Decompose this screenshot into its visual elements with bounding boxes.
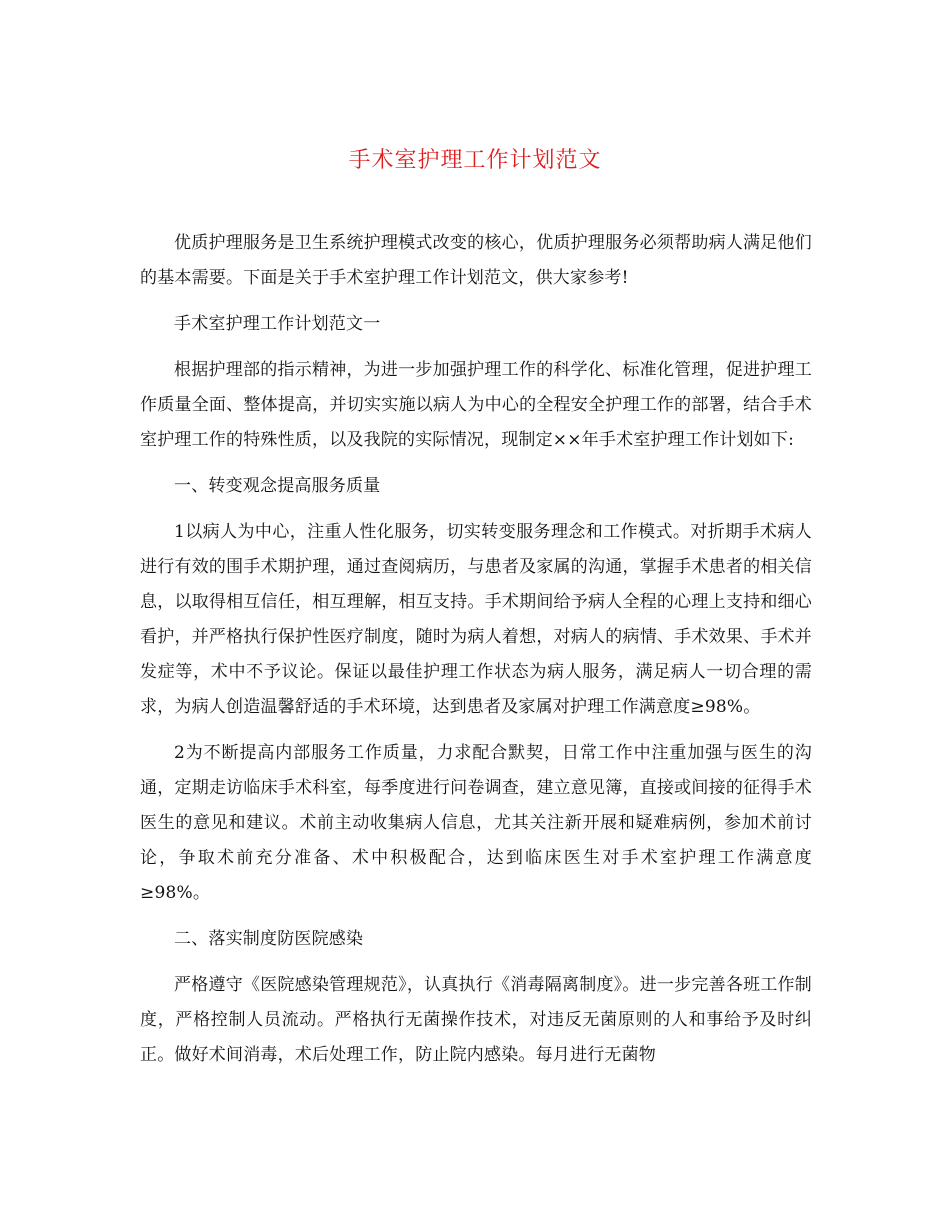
- section-heading-sample-one: 手术室护理工作计划范文一: [174, 314, 381, 334]
- section-heading-one: 一、转变观念提高服务质量: [174, 476, 381, 496]
- body-paragraph: 根据护理部的指示精神，为进一步加强护理工作的科学化、标准化管理，促进护理工作质量全面、整体提高，并切实实施以病人为中心的全程安全护理工作的部署，结合手术室护理工作的特殊性质，以及我院的实际情况，现制定××年手术室护理工作计划如下:: [140, 360, 812, 450]
- body-paragraph: 2为不断提高内部服务工作质量，力求配合默契，日常工作中注重加强与医生的沟通，定期走访临床手术科室，每季度进行问卷调查，建立意见簿，直接或间接的征得手术医生的意见和建议。术前主动收集病人信息，尤其关注新开展和疑难病例，参加术前讨论，争取术前充分准备、术中积极配合，达到临床医生对手术室护理工作满意度≥98%。: [140, 743, 812, 903]
- body-paragraph: 严格遵守《医院感染管理规范》，认真执行《消毒隔离制度》。进一步完善各班工作制度，严格控制人员流动。严格执行无菌操作技术，对违反无菌原则的人和事给予及时纠正。做好术间消毒，术后处理工作，防止院内感染。每月进行无菌物: [140, 975, 812, 1065]
- intro-paragraph: 优质护理服务是卫生系统护理模式改变的核心，优质护理服务必须帮助病人满足他们的基本需要。下面是关于手术室护理工作计划范文，供大家参考!: [140, 233, 812, 288]
- body-paragraph: 1以病人为中心，注重人性化服务，切实转变服务理念和工作模式。对折期手术病人进行有效的围手术期护理，通过查阅病历，与患者及家属的沟通，掌握手术患者的相关信息，以取得相互信任，相互理解，相互支持。手术期间给予病人全程的心理上支持和细心看护，并严格执行保护性医疗制度，随时为病人着想，对病人的病情、手术效果、手术并发症等，术中不予议论。保证以最佳护理工作状态为病人服务，满足病人一切合理的需求，为病人创造温馨舒适的手术环境，达到患者及家属对护理工作满意度≥98%。: [140, 522, 812, 717]
- section-heading-two: 二、落实制度防医院感染: [174, 929, 364, 949]
- document-body: [140, 226, 812, 1084]
- document-title: 手术室护理工作计划范文: [348, 148, 602, 173]
